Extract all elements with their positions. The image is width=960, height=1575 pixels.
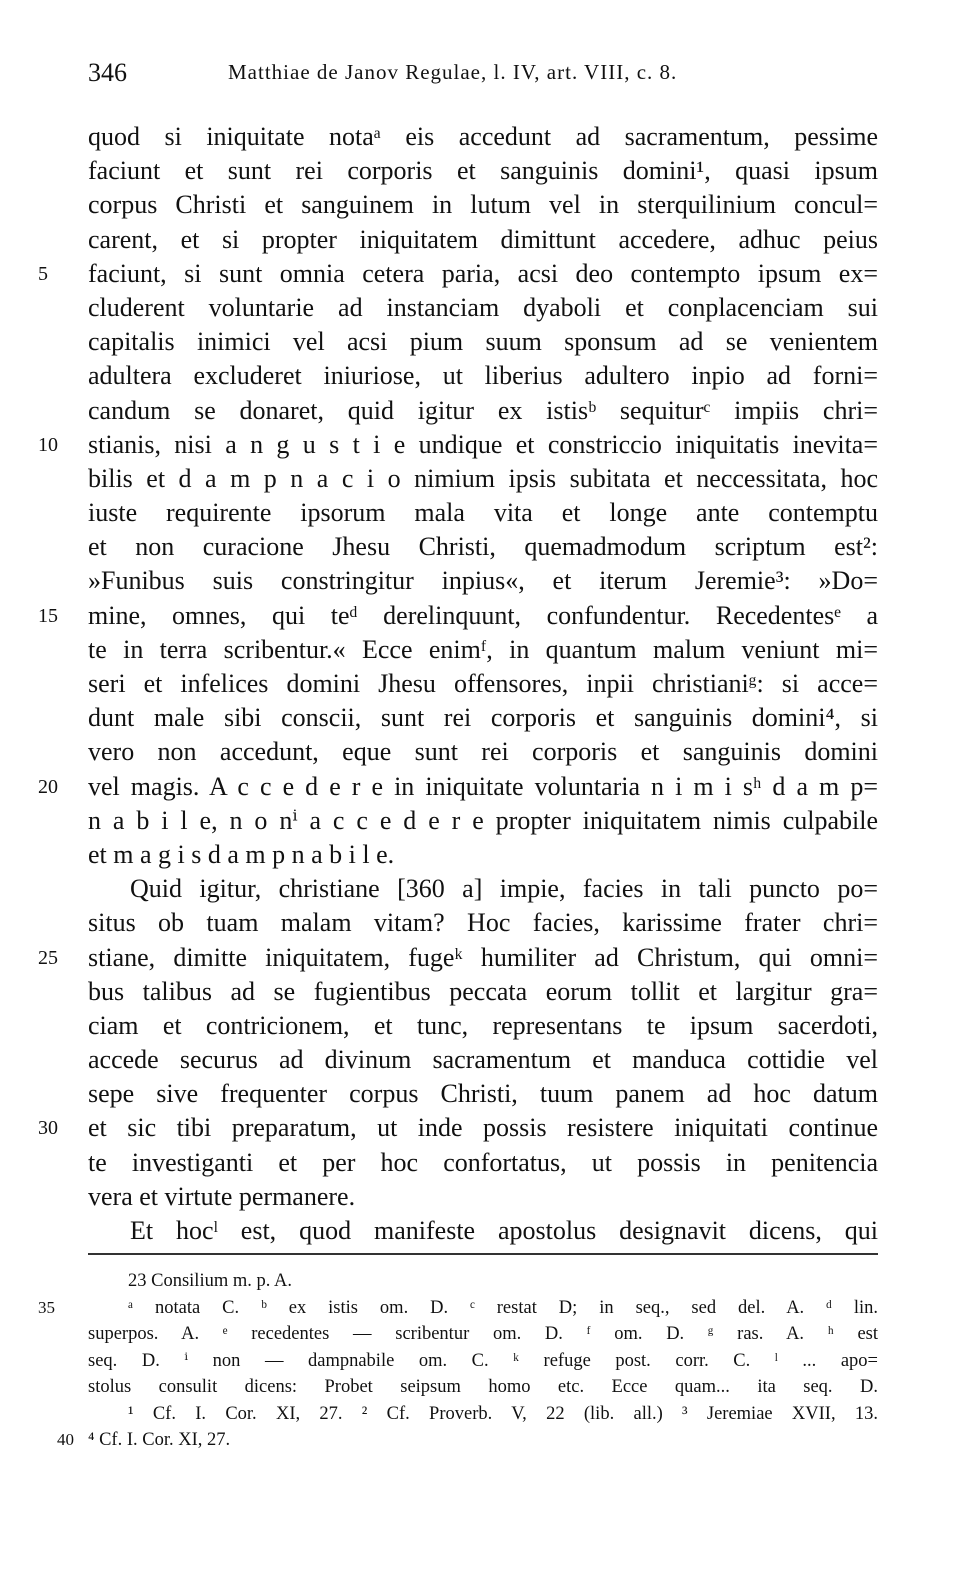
text-line xyxy=(88,804,878,838)
line-text: situs ob tuam malam vitam? Hoc facies, karissime frater chri= xyxy=(88,908,878,938)
line-text: bilis et d a m p n a c i o nimium ipsis subitata et neccessitata, hoc xyxy=(88,463,878,493)
line-text: seri et infelices domini Jhesu offensores, inpii christianiᵍ: si acce= xyxy=(88,669,878,698)
text-line xyxy=(88,975,878,1009)
footnote-line xyxy=(38,1295,878,1322)
page-number: 346 xyxy=(88,58,127,87)
line-text: mine, omnes, qui teᵈ derelinquunt, confundentur. Recedentesᵉ a xyxy=(88,600,878,630)
line-text: accede securus ad divinum sacramentum et manduca cottidie vel xyxy=(88,1045,878,1075)
running-title: Matthiae de Janov Regulae, l. IV, art. VIII, c. 8. xyxy=(228,60,678,84)
line-number: 40 xyxy=(57,1430,74,1449)
text-line xyxy=(88,1009,878,1043)
line-text: te in terra scribentur.« Ecce enimᶠ, in quantum malum veniunt mi= xyxy=(88,634,878,664)
line-text: adultera excluderet iniuriose, ut liberius adultero inpio ad forni= xyxy=(88,361,878,391)
text-line xyxy=(88,394,878,428)
line-text: faciunt, si sunt omnia cetera paria, acsi deo contempto ipsum ex= xyxy=(88,258,878,288)
line-text: sepe sive frequenter corpus Christi, tuum panem ad hoc datum xyxy=(88,1079,878,1109)
line-text: ᵃ notata C. ᵇ ex istis om. D. ᶜ restat D; in seq., sed del. A. ᵈ lin. xyxy=(128,1297,878,1318)
line-text: corpus Christi et sanguinem in lutum vel in sterquilinium concul= xyxy=(88,190,878,220)
line-text: ¹ Cf. I. Cor. XI, 27. ² Cf. Proverb. V, 22 (lib. all.) ³ Jeremiae XVII, 13. xyxy=(128,1403,878,1424)
line-text: stolus consulit dicens: Probet seipsum homo etc. Ecce quam... ita seq. D. xyxy=(88,1377,878,1397)
footnote-line xyxy=(88,1321,878,1348)
text-line xyxy=(88,1146,878,1180)
text-line xyxy=(88,496,878,530)
footnote-line xyxy=(88,1401,878,1428)
separator-rule xyxy=(88,1253,878,1255)
text-line xyxy=(88,1214,878,1248)
line-text: te investiganti et per hoc confortatus, ut possis in penitencia xyxy=(88,1147,878,1177)
line-text: candum se donaret, quid igitur ex istisᵇ sequiturᶜ impiis chri= xyxy=(88,395,878,425)
text-line xyxy=(88,906,878,940)
line-number: 35 xyxy=(38,1297,55,1317)
line-number: 20 xyxy=(38,775,58,798)
text-line xyxy=(88,223,878,257)
text-line xyxy=(38,941,878,975)
line-text: vera et virtute permanere. xyxy=(88,1181,356,1211)
line-text: dunt male sibi conscii, sunt rei corporis et sanguinis domini⁴, si xyxy=(88,703,878,733)
line-text: seq. D. ⁱ non — dampnabile om. C. ᵏ refuge post. corr. C. ˡ ... apo= xyxy=(88,1350,878,1371)
text-line xyxy=(88,120,878,154)
text-line xyxy=(88,633,878,667)
line-text: n a b i l e, n o nⁱ a c c e d e r e propter iniquitatem nimis culpabile xyxy=(88,805,878,835)
line-number: 15 xyxy=(38,604,58,627)
main-text xyxy=(38,120,878,1248)
text-line xyxy=(88,872,878,906)
text-line xyxy=(38,428,878,462)
line-text: Et hocˡ est, quod manifeste apostolus designavit dicens, qui xyxy=(130,1216,878,1245)
line-text: vel magis. A c c e d e r e in iniquitate voluntaria n i m i sʰ d a m p= xyxy=(88,771,878,801)
line-number: 5 xyxy=(38,262,48,285)
line-text: iuste requirente ipsorum mala vita et longe ante contemptu xyxy=(88,498,878,528)
footnote-line xyxy=(57,1427,878,1454)
footnotes xyxy=(38,1268,878,1454)
line-number: 30 xyxy=(38,1117,58,1140)
line-text: capitalis inimici vel acsi pium suum sponsum ad se venientem xyxy=(88,327,878,357)
footnote-separator xyxy=(88,1253,878,1255)
line-text: stianis, nisi a n g u s t i e undique et constriccio iniquitatis inevita= xyxy=(88,429,878,459)
line-text: stiane, dimitte iniquitatem, fugeᵏ humiliter ad Christum, qui omni= xyxy=(88,942,878,972)
line-number: 10 xyxy=(38,433,58,456)
line-text: superpos. A. ᵉ recedentes — scribentur om. D. ᶠ om. D. ᵍ ras. A. ʰ est xyxy=(88,1324,878,1344)
footnote-line xyxy=(88,1268,878,1295)
line-text: et m a g i s d a m p n a b i l e. xyxy=(88,839,395,869)
line-text: et non curacione Jhesu Christi, quemadmodum scriptum est²: xyxy=(88,532,878,562)
footnote-line xyxy=(88,1374,878,1401)
line-text: ciam et contricionem, et tunc, representans te ipsum sacerdoti, xyxy=(88,1010,878,1040)
line-number: 25 xyxy=(38,946,58,969)
text-line xyxy=(88,1077,878,1111)
line-text: faciunt et sunt rei corporis et sanguinis domini¹, quasi ipsum xyxy=(88,156,878,186)
text-line xyxy=(88,838,878,872)
footnote-line xyxy=(88,1348,878,1375)
line-text: quod si iniquitate notaᵃ eis accedunt ad sacramentum, pessime xyxy=(88,122,878,151)
text-line xyxy=(88,462,878,496)
text-line xyxy=(88,154,878,188)
line-text: 23 Consilium m. p. A. xyxy=(128,1271,292,1291)
text-line xyxy=(88,359,878,393)
text-line xyxy=(38,1111,878,1145)
text-line xyxy=(88,530,878,564)
line-text: carent, et si propter iniquitatem dimittunt accedere, adhuc peius xyxy=(88,224,878,254)
text-line xyxy=(88,1043,878,1077)
text-line xyxy=(88,291,878,325)
text-line xyxy=(88,325,878,359)
text-line xyxy=(38,770,878,804)
line-text: Quid igitur, christiane [360 a] impie, facies in tali puncto po= xyxy=(130,874,878,904)
line-text: vero non accedunt, eque sunt rei corporis et sanguinis domini xyxy=(88,737,878,767)
text-line xyxy=(88,1180,878,1214)
line-text: »Funibus suis constringitur inpius«, et iterum Jeremie³: »Do= xyxy=(88,566,878,596)
line-text: cluderent voluntarie ad instanciam dyaboli et conplacenciam sui xyxy=(88,292,878,322)
page-header xyxy=(88,58,878,94)
text-line xyxy=(88,735,878,769)
text-line xyxy=(88,188,878,222)
text-line xyxy=(38,257,878,291)
line-text: bus talibus ad se fugientibus peccata eorum tollit et largitur gra= xyxy=(88,976,878,1006)
text-line xyxy=(88,701,878,735)
text-line xyxy=(88,564,878,598)
text-line xyxy=(38,599,878,633)
line-text: ⁴ Cf. I. Cor. XI, 27. xyxy=(88,1430,231,1450)
text-line xyxy=(88,667,878,701)
line-text: et sic tibi preparatum, ut inde possis resistere iniquitati continue xyxy=(88,1113,878,1143)
